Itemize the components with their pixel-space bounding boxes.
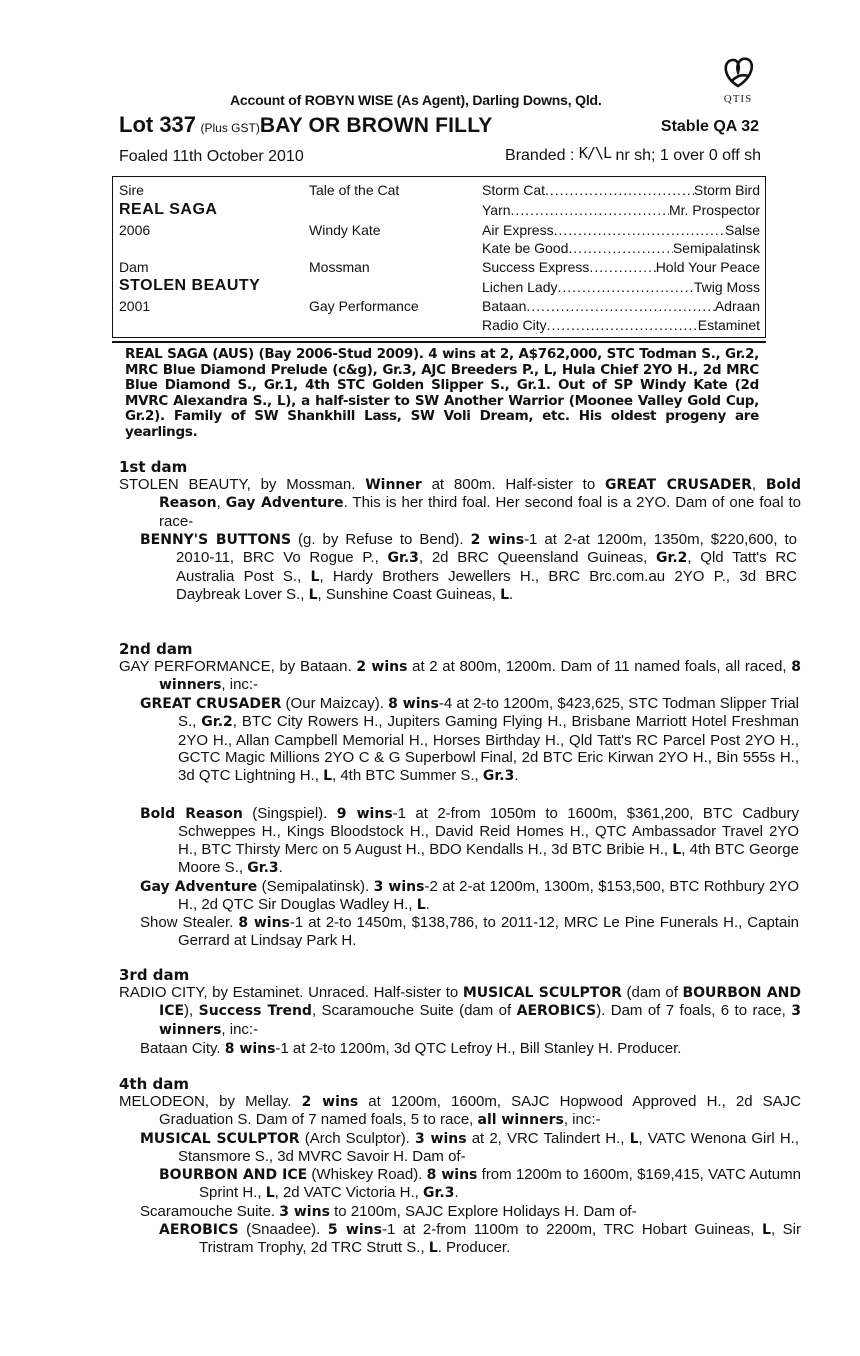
branded-label: Branded : — [505, 147, 575, 164]
fourth-dam-progeny: Scaramouche Suite. 3 wins to 2100m, SAJC Explore Holidays H. Dam of- — [140, 1203, 637, 1220]
grandparent-row — [482, 298, 760, 314]
branded-detail: nr sh; 1 over 0 off sh — [615, 147, 761, 164]
brand-mark: K/\L — [578, 144, 611, 162]
dam-year: 2001 — [119, 298, 151, 314]
sire-year: 2006 — [119, 222, 151, 238]
gp-right: Twig Moss — [693, 279, 760, 295]
sire-sire: Tale of the Cat — [309, 182, 400, 198]
qtis-emblem-icon — [718, 52, 758, 92]
second-dam-progeny: Show Stealer. 8 wins-1 at 2-to 1450m, $138,786, to 2011-12, MRC Le Pine Funerals H., Captain Gerrard at Lindsay Park H. — [140, 914, 799, 950]
vendor-account: Account of ROBYN WISE (As Agent), Darling Downs, Qld. — [230, 92, 602, 108]
horse-description: BAY OR BROWN FILLY — [259, 114, 493, 137]
gp-left: Bataan — [482, 298, 527, 314]
sire-dam: Windy Kate — [309, 222, 381, 238]
dam-name: STOLEN BEAUTY — [119, 277, 261, 294]
second-dam-progeny: Bold Reason (Singspiel). 9 wins-1 at 2-from 1050m to 1600m, $361,200, BTC Cadbury Schweppes H., Kings Bloodstock H., David Reid Homes H., QTC Ambassador Travel 2YO H., BTC Thirsty Merc on 5 August H., BDO Kendalls H., 3d BTC Bribie H., L, 4th BTC George Moore S., Gr.3. — [140, 805, 800, 877]
third-dam-progeny: Bataan City. 8 wins-1 at 2-to 1200m, 3d QTC Lefroy H., Bill Stanley H. Producer. — [140, 1040, 682, 1057]
grandparent-row — [482, 202, 760, 218]
fourth-dam-grand-progeny: BOURBON AND ICE (Whiskey Road). 8 wins from 1200m to 1600m, $169,415, VATC Autumn Sprint H., L, 2d VATC Victoria H., Gr.3. — [159, 1166, 801, 1202]
grandparent-row — [482, 317, 760, 333]
grandparent-row — [482, 259, 760, 275]
branded-info — [505, 144, 761, 165]
gp-left: Success Express — [482, 259, 590, 275]
third-dam-heading: 3rd dam — [119, 966, 190, 984]
grandparent-row — [482, 182, 760, 198]
fourth-dam-heading: 4th dam — [119, 1075, 189, 1093]
divider — [112, 341, 766, 343]
gp-right: Mr. Prospector — [668, 202, 760, 218]
first-dam-heading: 1st dam — [119, 458, 188, 476]
lot-number: Lot 337 — [119, 112, 197, 137]
gp-right: Estaminet — [697, 317, 760, 333]
qtis-logo — [716, 52, 760, 105]
dam-label: Dam — [119, 259, 149, 275]
gp-left: Radio City — [482, 317, 547, 333]
first-dam-progeny: BENNY'S BUTTONS (g. by Refuse to Bend). 2 wins-1 at 2-at 1200m, 1350m, $220,600, to 2010-11, BRC Vo Rogue P., Gr.3, 2d BRC Queensland Guineas, Gr.2, Qld Tatt's RC Australia Post S., L, Hardy Brothers Jewellers H., BRC Brc.com.au 2YO P., 3d BRC Daybreak Lover S., L, Sunshine Coast Guineas, L. — [140, 531, 798, 604]
plus-gst: (Plus GST) — [200, 121, 260, 135]
dam-dam: Gay Performance — [309, 298, 419, 314]
gp-right: Semipalatinsk — [672, 240, 760, 256]
foaled-date: Foaled 11th October 2010 — [119, 148, 304, 165]
second-dam-paragraph: GAY PERFORMANCE, by Bataan. 2 wins at 2 at 800m, 1200m. Dam of 11 named foals, all raced, 8 winners, inc:- — [119, 658, 801, 694]
fourth-dam-progeny: MUSICAL SCULPTOR (Arch Sculptor). 3 wins at 2, VRC Talindert H., L, VATC Wenona Girl H., Stansmore S., 3d MVRC Savoir H. Dam of- — [140, 1130, 800, 1166]
sire-summary: REAL SAGA (AUS) (Bay 2006-Stud 2009). 4 wins at 2, A$762,000, STC Todman S., Gr.2, MRC Blue Diamond Prelude (c&g), Gr.3, AJC Breeders P., L, Hula Chief 2YO H., 2d MRC Blue Diamond S., Gr.1, 4th STC Golden Slipper S., Gr.1. Out of SP Windy Kate (2d MVRC Alexandra S., L), a half-sister to SW Another Warrior (Moonee Valley Gold Cup, Gr.2). Family of SW Shankhill Lass, SW Voli Dream, etc. His oldest progeny are yearlings. — [125, 346, 759, 440]
fourth-dam-paragraph: MELODEON, by Mellay. 2 wins at 1200m, 1600m, SAJC Hopwood Approved H., 2d SAJC Graduation S. Dam of 7 named foals, 5 to race, all winners, inc:- — [119, 1093, 801, 1129]
dam-sire: Mossman — [309, 259, 370, 275]
gp-right: Storm Bird — [693, 182, 760, 198]
gp-left: Storm Cat — [482, 182, 546, 198]
second-dam-progeny: GREAT CRUSADER (Our Maizcay). 8 wins-4 at 2-to 1200m, $423,625, STC Todman Slipper Trial S., Gr.2, BTC City Rowers H., Jupiters Gaming Flying H., Brisbane Marriott Hotel Freshman 2YO H., Allan Campbell Memorial H., Horses Birthday H., Qld Tatt's RC Parcel Post 2YO H., GCTC Magic Millions 2YO C & G Superbowl Final, 2d BTC Eric Kirwan 2YO H., Bin 555s H., 3d QTC Lightning H., L, 4th BTC Summer S., Gr.3. — [140, 695, 800, 784]
gp-left: Kate be Good — [482, 240, 569, 256]
second-dam-progeny: Gay Adventure (Semipalatinsk). 3 wins-2 at 2-at 1200m, 1300m, $153,500, BTC Rothbury 2YO H., 2d QTC Sir Douglas Wadley H., L. — [140, 878, 799, 914]
logo-text: QTIS — [723, 93, 753, 105]
pedigree-table — [112, 176, 766, 338]
gp-right: Adraan — [714, 298, 760, 314]
sire-name: REAL SAGA — [119, 201, 218, 218]
grandparent-row — [482, 222, 760, 238]
gp-right: Salse — [724, 222, 760, 238]
third-dam-paragraph: RADIO CITY, by Estaminet. Unraced. Half-sister to MUSICAL SCULPTOR (dam of BOURBON AND ICE), Success Trend, Scaramouche Suite (dam of AEROBICS). Dam of 7 foals, 6 to race, 3 winners, inc:- — [119, 984, 801, 1038]
fourth-dam-grand-progeny: AEROBICS (Snaadee). 5 wins-1 at 2-from 1100m to 2200m, TRC Hobart Guineas, L, Sir Tristram Trophy, 2d TRC Strutt S., L. Producer. — [159, 1221, 801, 1257]
gp-right: Hold Your Peace — [655, 259, 760, 275]
grandparent-row — [482, 240, 760, 256]
sire-label: Sire — [119, 182, 144, 198]
gp-left: Lichen Lady — [482, 279, 558, 295]
lot-line — [119, 112, 761, 140]
gp-left: Yarn — [482, 202, 511, 218]
stable-number: Stable QA 32 — [660, 118, 759, 135]
grandparent-row — [482, 279, 760, 295]
first-dam-paragraph: STOLEN BEAUTY, by Mossman. Winner at 800m. Half-sister to GREAT CRUSADER, Bold Reason, Gay Adventure. This is her third foal. Her second foal is a 2YO. Dam of one foal to race- — [119, 476, 801, 530]
gp-left: Air Express — [482, 222, 554, 238]
second-dam-heading: 2nd dam — [119, 640, 193, 658]
